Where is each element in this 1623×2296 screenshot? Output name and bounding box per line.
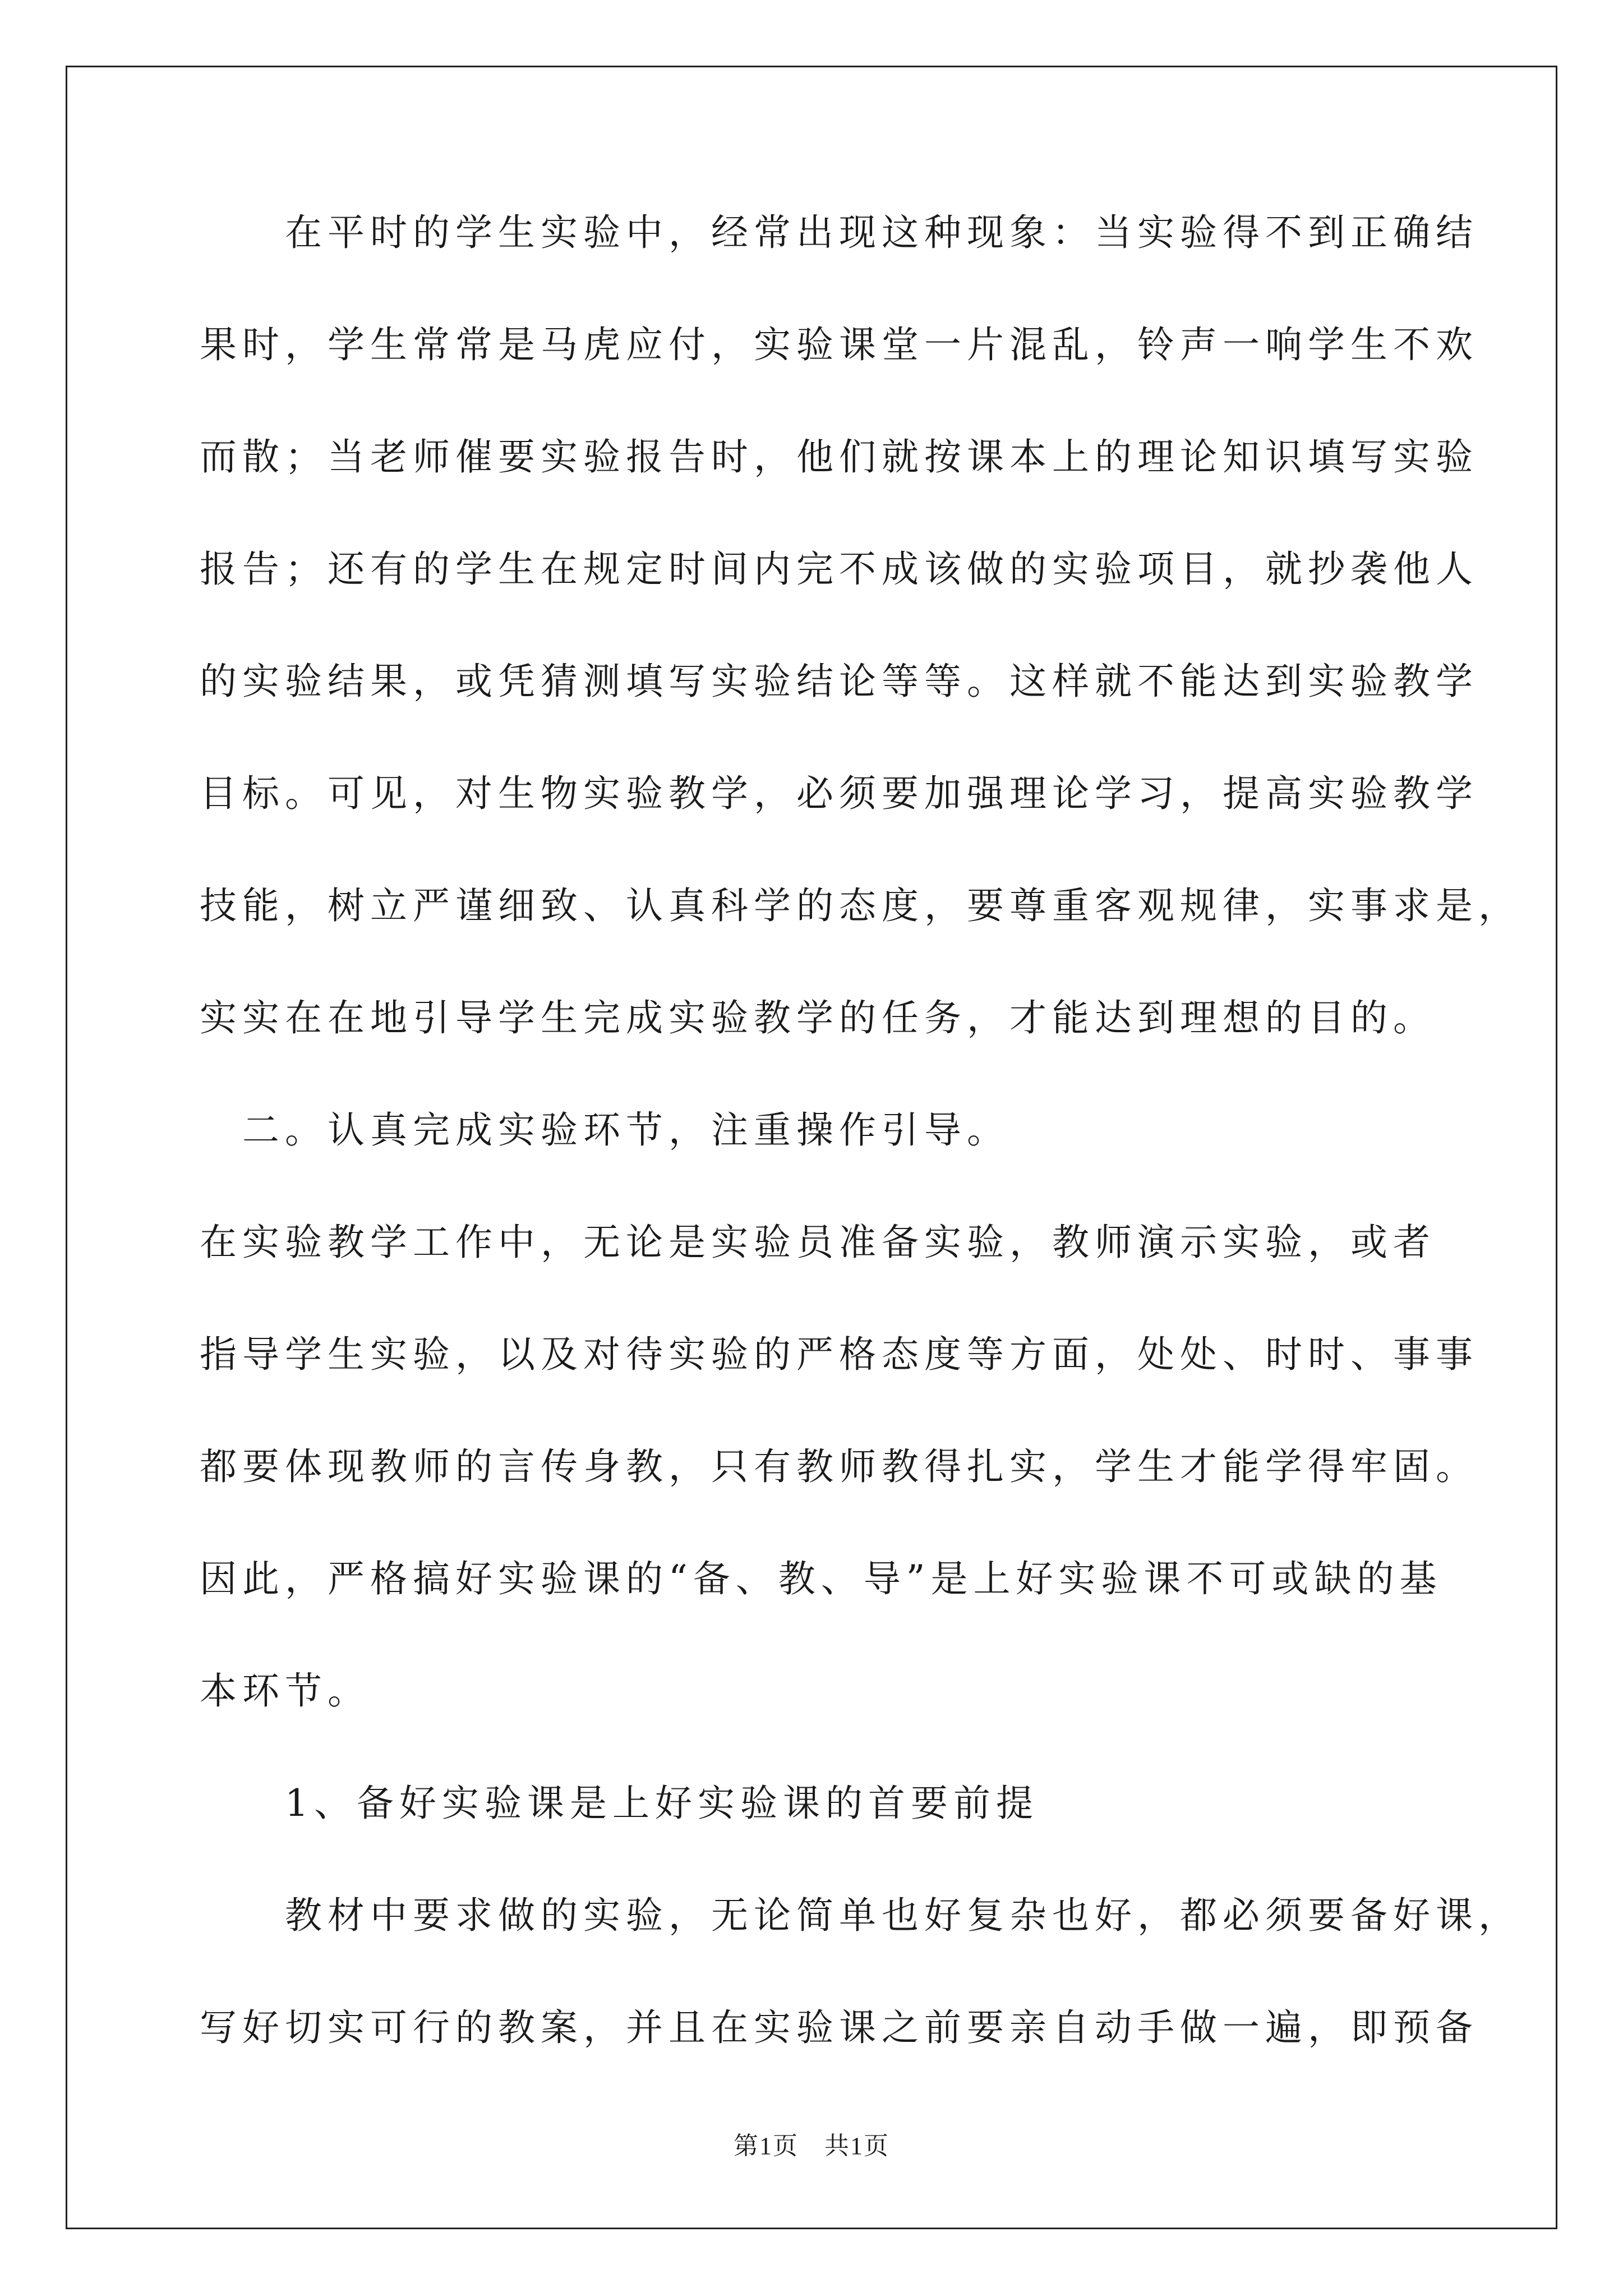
text-line: 教材中要求做的实验，无论简单也好复杂也好，都必须要备好课，: [200, 1894, 1521, 1937]
text-line: 的实验结果，或凭猜测填写实验结论等等。这样就不能达到实验教学: [200, 660, 1478, 703]
text-line: 技能，树立严谨细致、认真科学的态度，要尊重客观规律，实事求是，: [200, 884, 1521, 927]
subsection-heading: 1、备好实验课是上好实验课的首要前提: [200, 1782, 1039, 1825]
text-line: 指导学生实验，以及对待实验的严格态度等方面，处处、时时、事事: [200, 1333, 1478, 1376]
page-number-footer: 第1页 共1页: [734, 2132, 889, 2160]
text-line: 而散；当老师催要实验报告时，他们就按课本上的理论知识填写实验: [200, 435, 1478, 478]
text-line: 报告；还有的学生在规定时间内完不成该做的实验项目，就抄袭他人: [200, 547, 1478, 591]
text-line: 在实验教学工作中，无论是实验员准备实验，教师演示实验，或者: [200, 1221, 1436, 1264]
text-line: 本环节。: [200, 1669, 370, 1713]
text-line: 因此，严格搞好实验课的“备、教、导”是上好实验课不可或缺的基: [200, 1557, 1442, 1600]
text-line: 写好切实可行的教案，并且在实验课之前要亲自动手做一遍，即预备: [200, 2006, 1478, 2049]
text-line: 实实在在地引导学生完成实验教学的任务，才能达到理想的目的。: [200, 996, 1436, 1039]
section-heading: 二。认真完成实验环节，注重操作引导。: [200, 1108, 1009, 1152]
text-line: 目标。可见，对生物实验教学，必须要加强理论学习，提高实验教学: [200, 772, 1478, 815]
text-line: 在平时的学生实验中，经常出现这种现象：当实验得不到正确结: [200, 211, 1478, 254]
text-line: 果时，学生常常是马虎应付，实验课堂一片混乱，铃声一响学生不欢: [200, 323, 1478, 366]
text-line: 都要体现教师的言传身教，只有教师教得扎实，学生才能学得牢固。: [200, 1445, 1478, 1488]
